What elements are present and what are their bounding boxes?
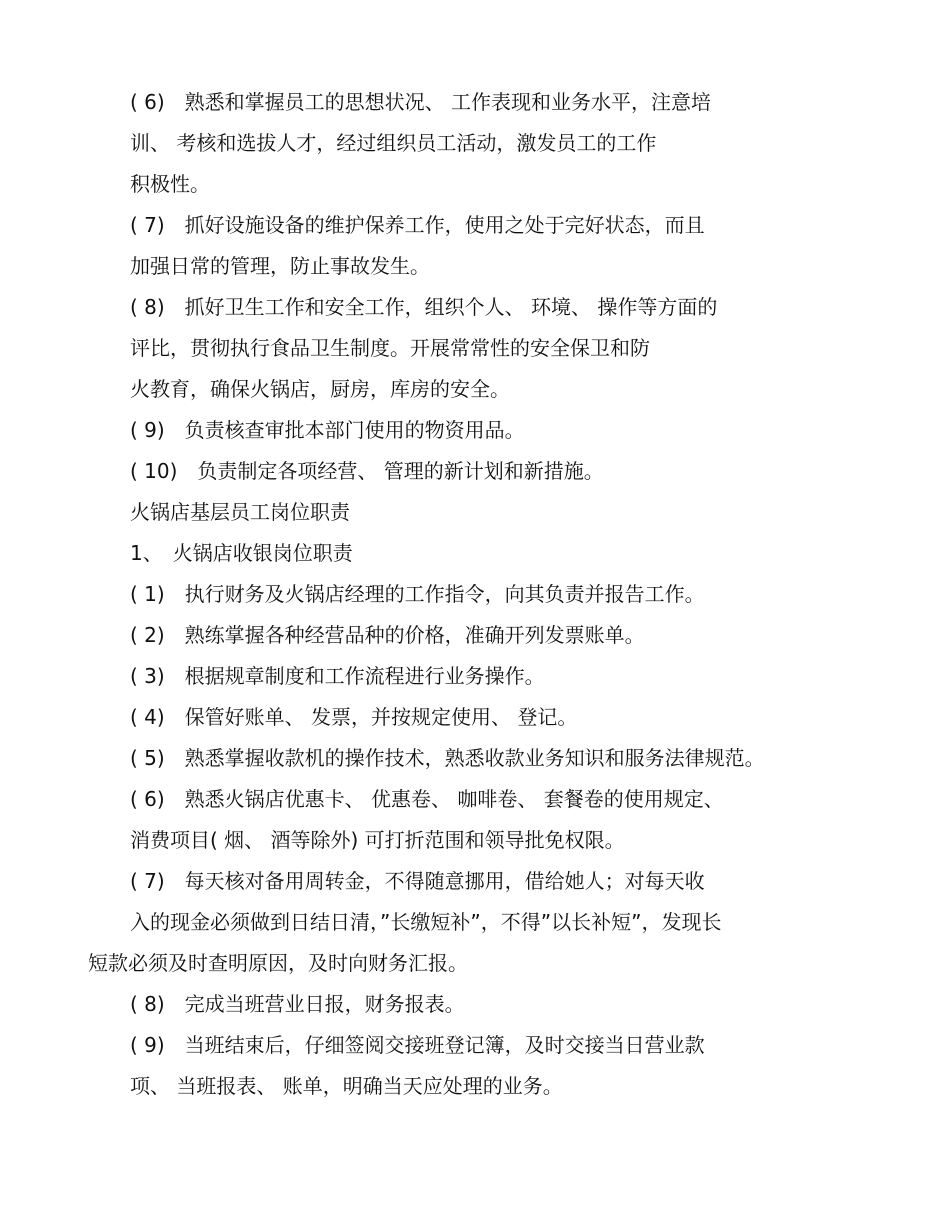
text-line: ( 1) 执行财务及火锅店经理的工作指令，向其负责并报告工作。 xyxy=(130,582,705,606)
text-line: ( 9) 负责核查审批本部门使用的物资用品。 xyxy=(130,418,525,442)
text-line: 项、 当班报表、 账单，明确当天应处理的业务。 xyxy=(130,1074,563,1098)
text-line: ( 4) 保管好账单、 发票，并按规定使用、 登记。 xyxy=(130,705,578,729)
text-line: 消费项目( 烟、 酒等除外) 可打折范围和领导批免权限。 xyxy=(130,828,625,852)
text-line: ( 2) 熟练掌握各种经营品种的价格，准确开列发票账单。 xyxy=(130,623,645,647)
text-line: ( 8) 完成当班营业日报，财务报表。 xyxy=(130,992,465,1016)
text-line: ( 5) 熟悉掌握收款机的操作技术，熟悉收款业务知识和服务法律规范。 xyxy=(130,746,765,770)
subsection-heading: 1、 火锅店收银岗位职责 xyxy=(130,541,353,565)
text-line: ( 9) 当班结束后，仔细签阅交接班登记簿，及时交接当日营业款 xyxy=(130,1033,705,1057)
text-line: ( 7) 抓好设施设备的维护保养工作，使用之处于完好状态，而且 xyxy=(130,213,705,237)
text-line: 评比，贯彻执行食品卫生制度。开展常常性的安全保卫和防 xyxy=(130,336,650,360)
text-line: 训、 考核和选拔人才，经过组织员工活动，激发员工的工作 xyxy=(130,131,657,155)
text-line: ( 6) 熟悉和掌握员工的思想状况、 工作表现和业务水平，注意培 xyxy=(130,90,712,114)
text-line: 短款必须及时查明原因，及时向财务汇报。 xyxy=(88,951,468,975)
section-heading: 火锅店基层员工岗位职责 xyxy=(130,500,350,524)
text-line: 加强日常的管理，防止事故发生。 xyxy=(130,254,430,278)
text-line: ( 6) 熟悉火锅店优惠卡、 优惠卷、 咖啡卷、 套餐卷的使用规定、 xyxy=(130,787,724,811)
text-line: ( 7) 每天核对备用周转金，不得随意挪用，借给她人；对每天收 xyxy=(130,869,705,893)
text-line: ( 3) 根据规章制度和工作流程进行业务操作。 xyxy=(130,664,545,688)
text-line: 入的现金必须做到日结日清，”长缴短补”，不得”以长补短”，发现长 xyxy=(130,910,722,934)
text-line: 积极性。 xyxy=(130,172,210,196)
text-line: 火教育，确保火锅店，厨房，库房的安全。 xyxy=(130,377,510,401)
text-line: ( 10) 负责制定各项经营、 管理的新计划和新措施。 xyxy=(130,459,604,483)
text-line: ( 8) 抓好卫生工作和安全工作，组织个人、 环境、 操作等方面的 xyxy=(130,295,718,319)
